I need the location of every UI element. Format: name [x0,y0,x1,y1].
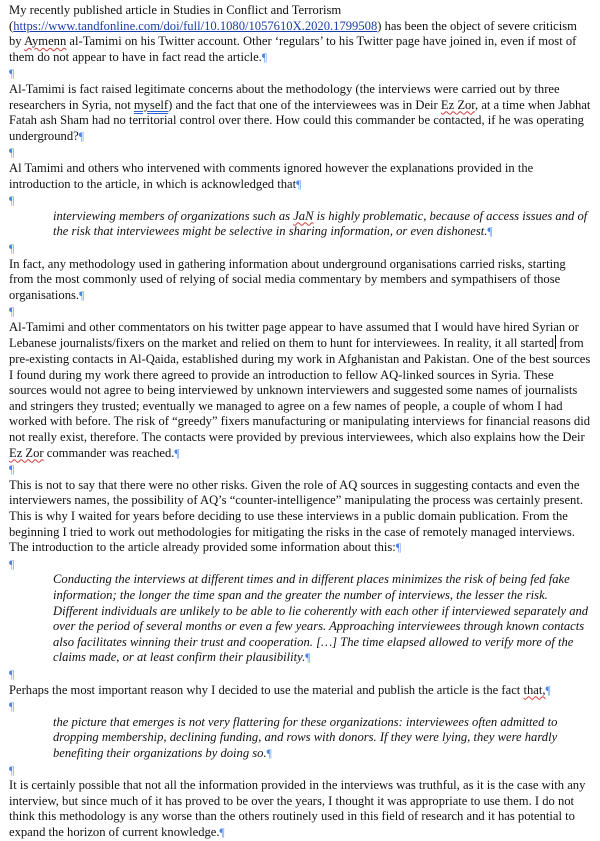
empty-paragraph [9,763,592,779]
methodology-text-3: , at a time when Jabhat Fatah ash Sham had no territorial control over there. How could this commander be contacted, if he was operating underground? [9,97,591,143]
spellcheck-word[interactable]: Ez Zor [440,97,476,112]
pilcrow-mark: ¶ [219,826,225,839]
methodology-text-2: ) and the fact that one of the interviewees was in Deir [168,97,441,112]
pilcrow-mark: ¶ [79,289,85,302]
pilcrow-mark: ¶ [395,542,402,555]
pilcrow-mark: ¶ [296,178,302,191]
intro-text: My recently published article in Studies in Conflict and Terrorism [9,3,342,17]
pilcrow-mark: ¶ [545,684,551,697]
pilcrow-mark: ¶ [174,447,180,460]
conclusion-text: It is certainly possible that not all the information provided in the interviews was truthful, as it is the case with any interview, but since much of it has proved to be over the years, I thought it was appropriate to use them. I do not think this methodology is any worse than the others routinely used in this field of research and it has potential to expand the horizon of current knowledge. [9,778,586,839]
pilcrow-mark: ¶ [9,701,15,714]
pilcrow-mark: ¶ [9,195,15,208]
block-quote-access [53,209,590,241]
paragraph-intro [9,3,592,66]
spellcheck-word[interactable]: Ez Zor [9,445,44,460]
pilcrow-mark: ¶ [9,306,15,319]
spellcheck-word[interactable]: JaN [293,208,314,223]
paragraph-ignored [9,161,592,193]
contacts-text-2: from pre-existing contacts in Al-Qaida, established during my work in Afghanistan and Pakistan. One of the best sources I found during my work there agreed to provide an introduction to fellow AQ-linked sources in Syria. These sources would not agree to being interviewed by unknown interviewers and suggested some names of journalists and stringers they trusted; eventually we managed to agree on a few names of people, a couple of whom I had worked with before. The risk of “greedy” fixers manufacturing or manipulating interviews for financial reasons did not really exist, therefore. The contacts were provided by previous interviewees, which also explains how the Deir [9,336,591,445]
pilcrow-mark: ¶ [9,147,15,160]
pilcrow-mark: ¶ [9,558,15,571]
quote-text-2: is highly problematic, because of access issues and of the risk that interviewees might be selective in sharing information, or even dishonest. [53,208,588,239]
article-link[interactable]: https://www.tandfonline.com/doi/full/10.1080/1057610X.2020.1799508 [13,18,378,33]
paragraph-other-risks [9,478,592,557]
paragraph-reason [9,683,592,700]
quote-text: Conducting the interviews at different times and in different places minimizes the risk of being fed fake information; the longer the time span and the greater the number of interviews, the lesser the risk. Different individuals are unlikely to be able to lie coherently with each other if interviewed separately and over the period of several months or even a few years. Approaching interviewees through known contacts also facilitates winning their trust and cooperation. […] The time elapsed allowed to verify more of the claims made, or at least confirm their plausibility. [53,572,589,665]
paragraph-risks [9,257,592,305]
reason-text: Perhaps the most important reason why I decided to use the material and publish the article is the fact [9,682,524,697]
other-risks-text: This is not to say that there were no other risks. Given the role of AQ sources in suggesting contacts and even the interviewers names, the possibility of AQ’s “counter-intelligence” manipulating the process was certainly present. This is why I waited for years before deciding to use these interviews in a public domain publication. From the beginning I tried to work out methodologies for mitigating the risks in the case of remotely managed interviews. The introduction to the article already provided some information about this: [9,477,583,555]
intro-text-2: ) has been the object of severe criticism by [9,18,577,49]
empty-paragraph [9,667,592,683]
pilcrow-mark: ¶ [9,242,15,255]
pilcrow-mark: ¶ [9,68,15,81]
pilcrow-mark: ¶ [261,51,268,64]
pilcrow-mark: ¶ [9,464,15,477]
contacts-text: Al-Tamimi and other commentators on his twitter page appear to have assumed that I would have hired Syrian or Lebanese journalists/fixers on the market and relied on them to hunt for interviewees. In reality, it all started [9,319,579,351]
methodology-text: Al-Tamimi is fact raised legitimate concerns about the methodology (the interviews were carried out by three researchers in Syria, not [9,81,560,112]
block-quote-method [53,572,590,667]
paragraph-conclusion [9,778,592,841]
pilcrow-mark: ¶ [9,764,15,777]
empty-paragraph [9,557,592,573]
empty-paragraph [9,699,592,715]
empty-paragraph [9,193,592,209]
pilcrow-mark: ¶ [266,747,272,760]
intro-text-3: al-Tamimi on his Twitter account. Other ‘regulars’ to his Twitter page have joined in, even if most of them do not appear to have in fact read the article. [9,34,577,64]
pilcrow-mark: ¶ [305,652,311,665]
grammar-flag-word[interactable]: myself [133,97,169,112]
pilcrow-mark: ¶ [487,226,493,239]
spellcheck-word[interactable]: that, [523,682,546,697]
empty-paragraph [9,145,592,161]
pilcrow-mark: ¶ [9,668,15,681]
empty-paragraph [9,66,592,82]
contacts-text-3: commander was reached. [43,445,175,460]
paragraph-methodology [9,82,592,145]
block-quote-picture [53,715,590,763]
risks-text: In fact, any methodology used in gathering information about underground organisations carried risks, starting from the most commonly used of relying of social media commentary by members and sympathisers of those organisations. [9,256,566,302]
quote-text: interviewing members of organizations such as [53,208,294,223]
ignored-text: Al Tamimi and others who intervened with comments ignored however the explanations provided in the introduction to the article, in which is acknowledged that [9,160,534,191]
quote-text: the picture that emerges is not very flattering for these organizations: interviewees often admitted to dropping membership, declining funding, and rows with donors. If they were lying, they were hardly benefiting their organizations by doing so. [53,714,558,760]
empty-paragraph [9,304,592,320]
spellcheck-word[interactable]: Aymenn [24,34,67,49]
open-paren: ( [9,18,14,33]
empty-paragraph [9,462,592,478]
pilcrow-mark: ¶ [78,130,84,143]
paragraph-contacts [9,320,592,462]
empty-paragraph [9,241,592,257]
